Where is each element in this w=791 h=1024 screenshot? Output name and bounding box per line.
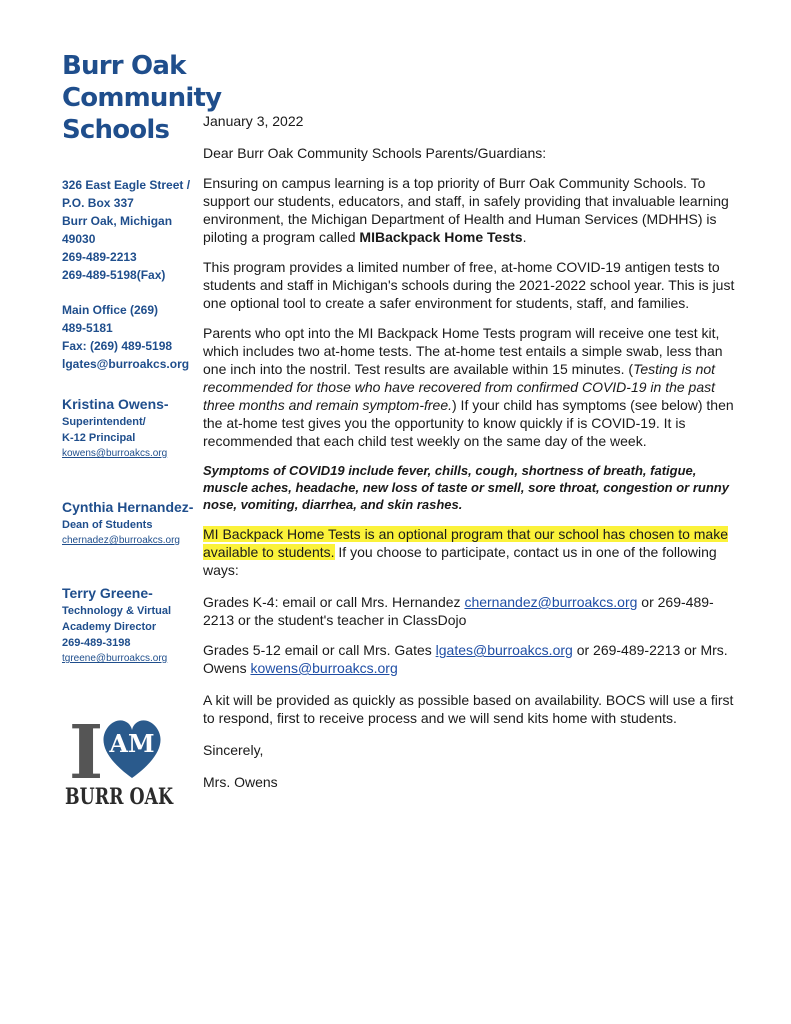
gates-email-link[interactable]: lgates@burroakcs.org: [435, 642, 573, 658]
school-address: 326 East Eagle Street / P.O. Box 337 Burr Oak, Michigan 49030 269-489-2213 269-489-5198(Fax): [62, 178, 191, 282]
main-office-info: Main Office (269) 489-5181 Fax: (269) 489-5198 lgates@burroakcs.org: [62, 301, 202, 373]
contact-email-link[interactable]: tgreene@burroakcs.org: [62, 653, 168, 664]
logo-burr-oak: BURR OAK: [65, 784, 174, 810]
closing: Sincerely,: [203, 742, 264, 758]
grades-k4-contact: Grades K-4: email or call Mrs. Hernandez chernandez@burroakcs.org or 269-489-2213 or the student's teacher in ClassDojo: [203, 594, 714, 628]
contact-email-link[interactable]: kowens@burroakcs.org: [62, 448, 168, 459]
letter-date: January 3, 2022: [203, 113, 304, 129]
contact-technology-director: Terry Greene- Technology & Virtual Academy Director 269-489-3198 tgreene@burroakcs.org: [62, 584, 171, 667]
highlighted-text: MI Backpack Home Tests is an optional program that our school has chosen to make available to students.: [203, 526, 729, 560]
contact-email-link[interactable]: chernadez@burroakcs.org: [62, 535, 180, 546]
salutation: Dear Burr Oak Community Schools Parents/Guardians:: [203, 145, 547, 161]
paragraph-program: This program provides a limited number of free, at-home COVID-19 antigen tests to students and staff in Michigan's schools during the 2021-2022 school year. This is just one optional tool to create a safer environment for students, staff, and families.: [203, 259, 735, 311]
paragraph-intro: Ensuring on campus learning is a top priority of Burr Oak Community Schools. To support our students, educators, and staff, in safely providing that invaluable learning environment, the Michigan Department of Health and Human Services (MDHHS) is piloting a program called MIBackpack Home Tests.: [203, 175, 729, 245]
i-am-burr-oak-logo: [62, 700, 177, 810]
grades-5-12-contact: Grades 5-12 email or call Mrs. Gates lgates@burroakcs.org or 269-489-2213 or Mrs. Owens kowens@burroakcs.org: [203, 642, 728, 676]
paragraph-opt-in: Parents who opt into the MI Backpack Home Tests program will receive one test kit, which includes two at-home tests. The at-home test entails a simple swab, less than one inch into the nostril. Test results are available within 15 minutes. (Testing is not recommended for those who have recovered from confirmed COVID-19 in the past three months and remain symptom-free.) If your child has symptoms (see below) then the at-home test gives you the opportunity to know quickly if is COVID-19. It is recommended that each child test weekly on the same day of the week.: [203, 325, 734, 449]
signature: Mrs. Owens: [203, 774, 278, 790]
logo-i: I: [68, 710, 104, 796]
school-name: Burr Oak Community Schools: [62, 51, 222, 145]
logo-am: AM: [109, 729, 155, 758]
office-email[interactable]: lgates@burroakcs.org: [62, 357, 190, 371]
paragraph-kit-availability: A kit will be provided as quickly as possible based on availability. BOCS will use a first to respond, first to receive process and we will send kits home with students.: [203, 692, 734, 726]
contact-superintendent: Kristina Owens- Superintendent/ K-12 Principal kowens@burroakcs.org: [62, 395, 169, 462]
paragraph-optional: MI Backpack Home Tests is an optional program that our school has chosen to make available to students. If you choose to participate, contact us in one of the following ways:: [203, 526, 729, 578]
contact-dean: Cynthia Hernandez- Dean of Students chernadez@burroakcs.org: [62, 498, 193, 549]
hernandez-email-link[interactable]: chernandez@burroakcs.org: [464, 594, 638, 610]
letter-body: [203, 112, 743, 791]
owens-email-link[interactable]: kowens@burroakcs.org: [250, 660, 398, 676]
symptoms-note: Symptoms of COVID19 include fever, chills, cough, shortness of breath, fatigue, muscle aches, headache, new loss of taste or smell, sore throat, congestion or runny nose, vomiting, diarrhea, and skin rashes.: [203, 463, 729, 512]
letterhead-sidebar: [62, 50, 222, 810]
